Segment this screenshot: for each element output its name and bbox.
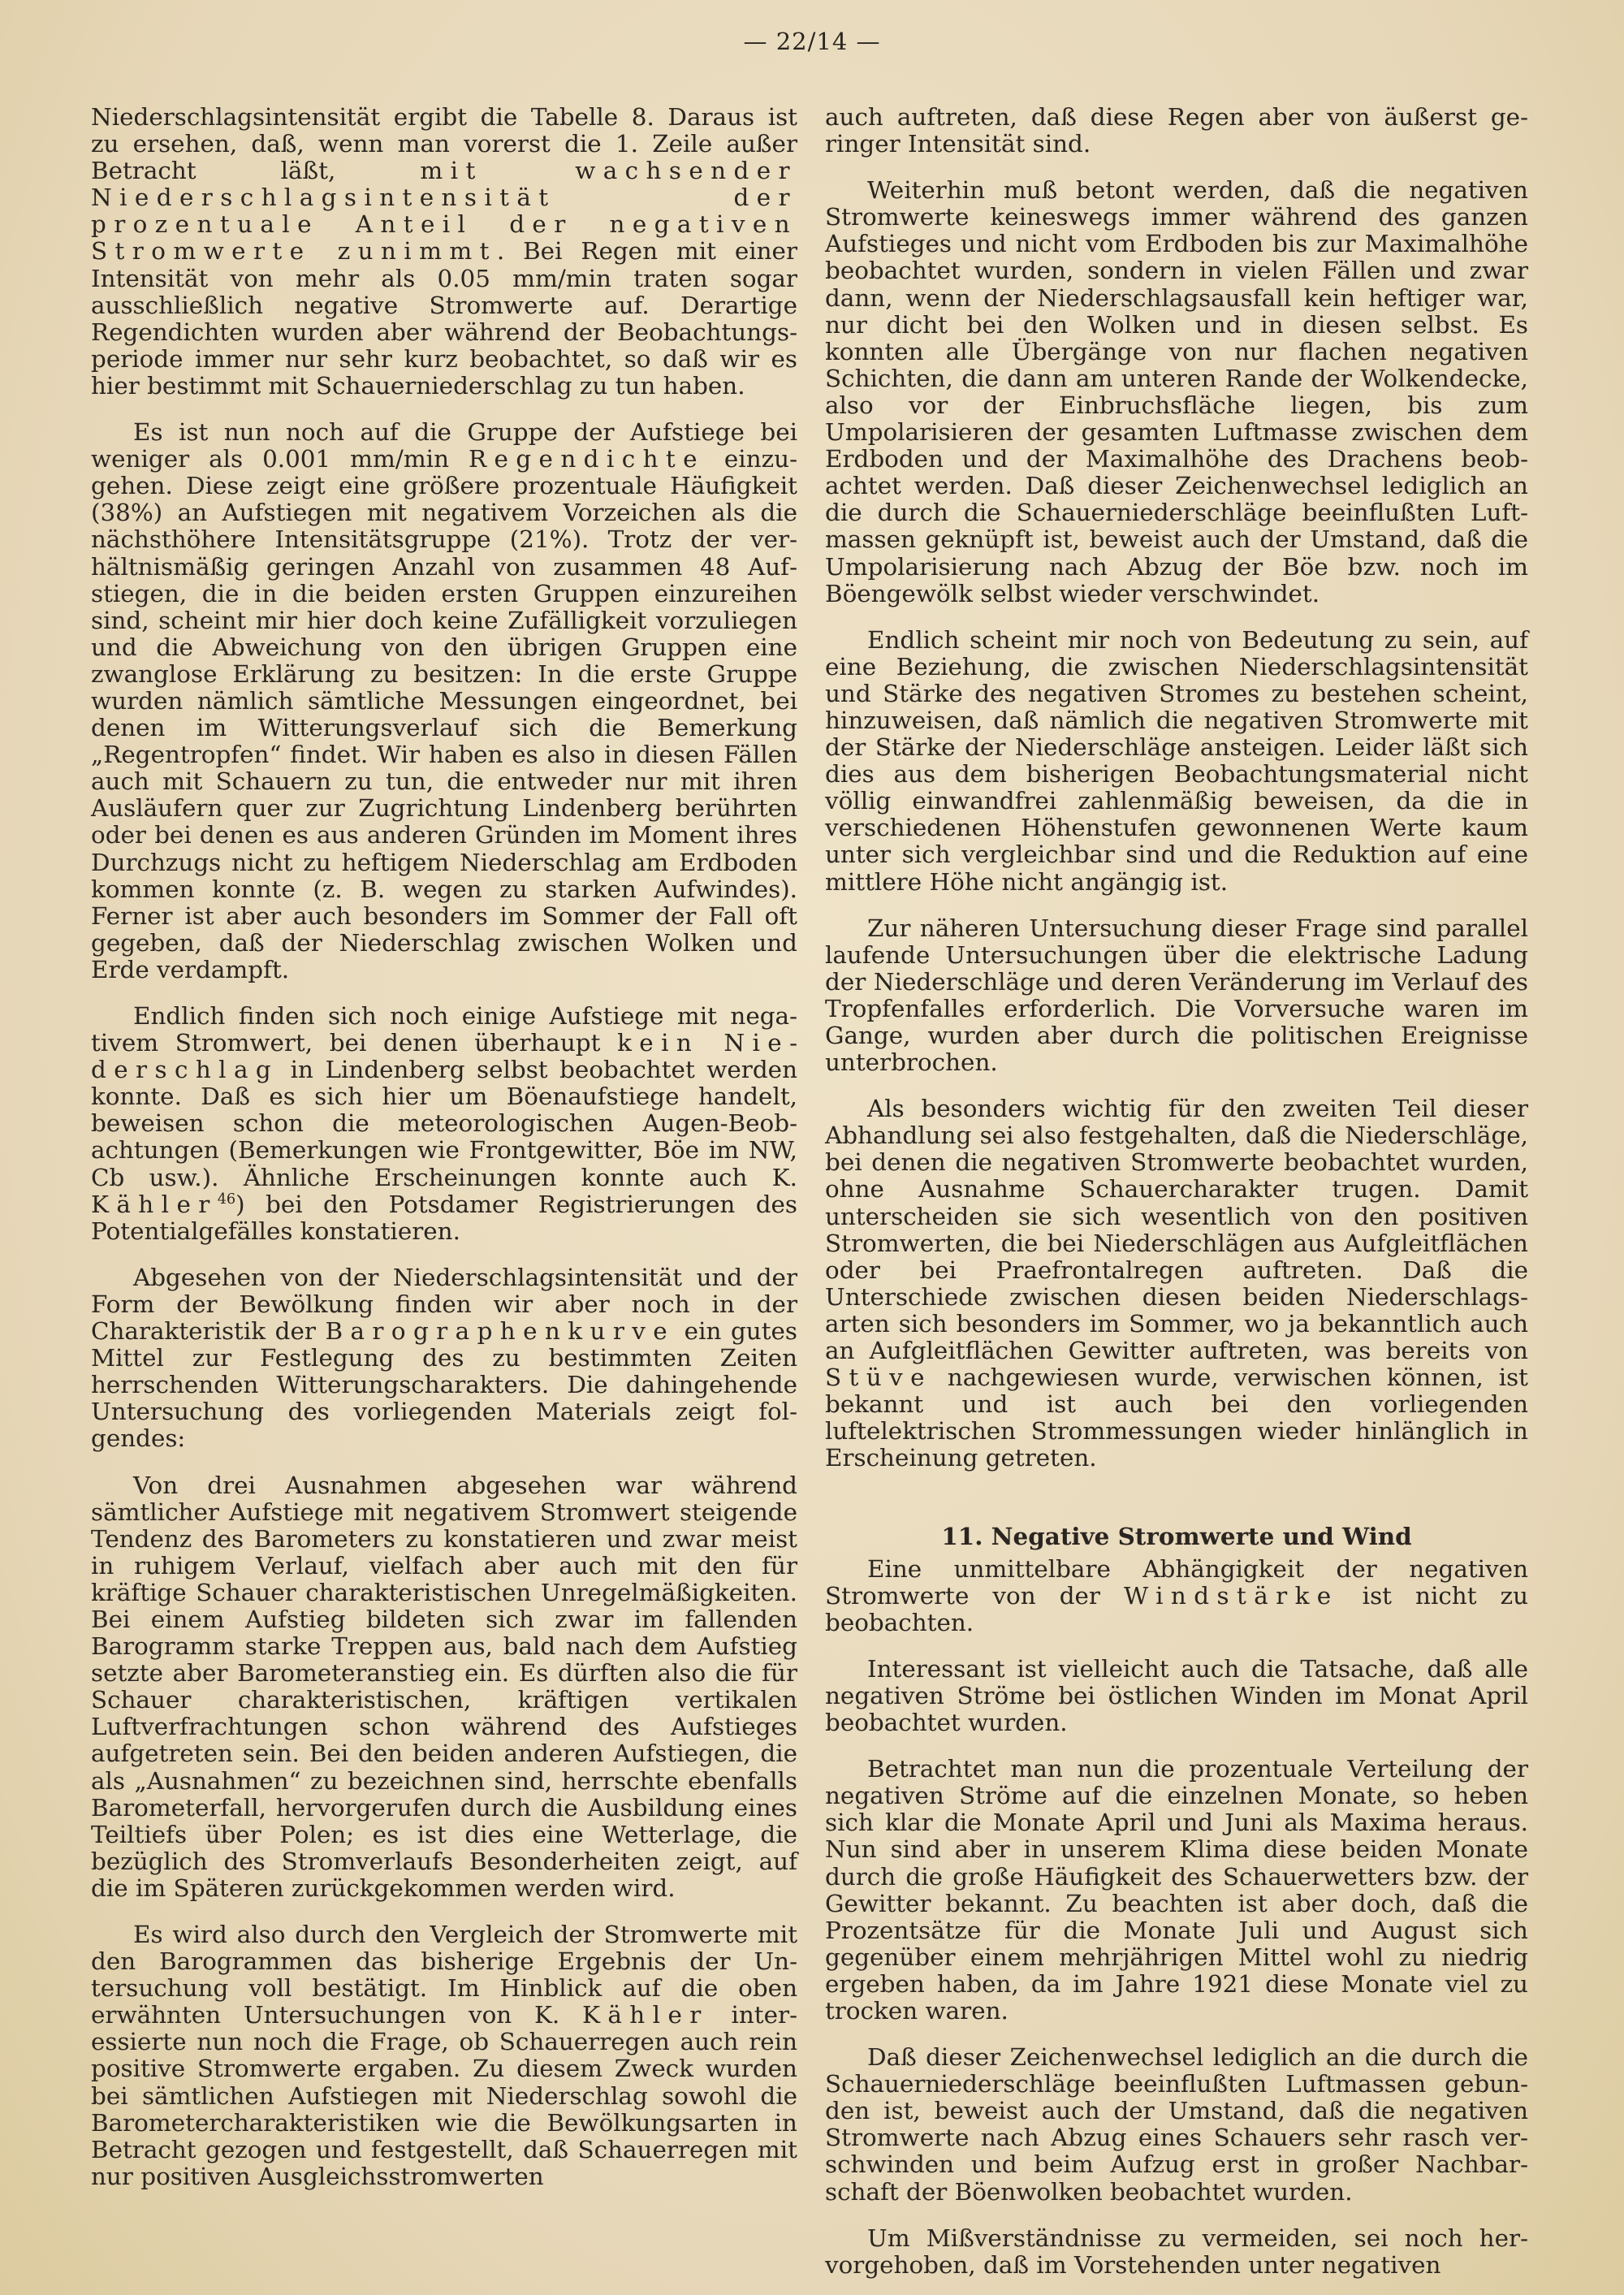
text-run: ein gutes Mittel zur Festlegung des zu bestimmten Zeiten herrschenden Witterungscharakters. Die dahingehende Untersuchung des vorliegenden Materials zeigt folgendes: [91, 1317, 797, 1453]
author-name: Stüve [825, 1364, 932, 1392]
paragraph [825, 627, 1528, 896]
page-number: — 22/14 — [743, 28, 881, 55]
text-run: Es wird also durch den Vergleich der Stromwerte mit den Barogrammen das bisherige Ergebnis der Untersuchung voll bestätigt. Im Hinblick auf die oben erwähnten Untersuchungen von K. [91, 1921, 797, 2029]
paragraph [825, 1556, 1528, 1636]
text-run: Es ist nun noch auf die Gruppe der Aufstiege bei weniger als 0.001 mm/min [91, 418, 797, 473]
paragraph [91, 1264, 797, 1453]
paragraph [825, 2044, 1528, 2206]
paragraph [825, 915, 1528, 1077]
text-run: interessierte nun noch die Frage, ob Schauerregen auch rein positive Stromwerte ergaben. Zu diesem Zweck wurden bei sämtlichen Aufstiegen mit Niederschlag sowohl die Barometercharakteristiken wie die Bewölkungsarten in Betracht gezogen und festgestellt, daß Schauerregen mit nur positiven Ausgleichsstromwerten [91, 2001, 797, 2190]
spaced-emphasis: Windstärke [1124, 1581, 1339, 1610]
text-run: Als besonders wichtig für den zweiten Teil dieser Abhandlung sei also festgehalten, daß die Niederschläge, bei denen die negativen Stromwerte beobachtet wurden, ohne Ausnahme Schauercharakter trugen. Damit unterscheiden sie sich wesentlich von den positiven Stromwerten, die bei Niederschlägen aus Aufgleitflächen oder bei Praefrontalregen auftreten. Daß die Unterschiede zwischen diesen beiden Niederschlagsarten sich besonders im Sommer, wo ja bekanntlich auch an Aufgleitflächen Gewitter auftreten, was bereits von [825, 1095, 1528, 1365]
paragraph [825, 2225, 1528, 2279]
text-run: Endlich scheint mir noch von Bedeutung zu sein, auf eine Beziehung, die zwischen Niederschlagsintensität und Stärke des negativen Stromes zu bestehen scheint, hinzuweisen, daß nämlich die negativen Stromwerte mit der Stärke der Niederschläge ansteigen. Leider läßt sich dies aus dem bisherigen Beobachtungsmaterial nicht völlig einwandfrei zahlenmäßig beweisen, da die in verschiedenen Höhenstufen gewonnenen Werte kaum unter sich vergleichbar sind und die Reduktion auf eine mittlere Höhe nicht angängig ist. [825, 625, 1528, 896]
paragraph [825, 177, 1528, 607]
paragraph [825, 1656, 1528, 1736]
text-run: . Bei Regen mit einer Intensität von mehr als 0.05 mm/min traten sogar ausschließlich negative Stromwerte auf. Derartige Regendichten wurden aber während der Beobachtungsperiode immer nur sehr kurz beobachtet, so daß wir es hier bestimmt mit Schauerniederschlag zu tun haben. [91, 237, 797, 400]
text-run: Betrachtet man nun die prozentuale Verteilung der negativen Ströme auf die einzelnen Monate, so heben sich klar die Monate April und Juni als Maxima heraus. Nun sind aber in unserem Klima diese beiden Monate durch die große Häufigkeit des Schauerwetters bzw. der Gewitter bekannt. Zu beachten ist aber doch, daß die Prozentsätze für die Monate Juli und August sich gegenüber einem mehrjährigen Mittel wohl zu niedrig ergeben haben, da im Jahre 1921 diese Monate viel zu trocken waren. [825, 1755, 1528, 2025]
text-run: Abgesehen von der Niederschlagsintensität und der Form der Bewölkung finden wir aber noch in der Charakteristik der [91, 1263, 797, 1346]
author-name: Kähler [91, 1190, 218, 1218]
paragraph [91, 419, 797, 983]
paragraph [91, 1472, 797, 1903]
text-run: Eine unmittelbare Abhängigkeit der negativen Stromwerte von der [825, 1554, 1528, 1610]
spaced-emphasis: kein Niederschlag [91, 1029, 798, 1084]
paragraph [91, 1921, 797, 2190]
text-run: Um Mißverständnisse zu vermeiden, sei noch hervorgehoben, daß im Vorstehenden unter negativen [825, 2224, 1528, 2279]
text-run: Von drei Ausnahmen abgesehen war während sämtlicher Aufstiege mit negativem Stromwert steigende Tendenz des Barometers zu konstatieren und zwar meist in ruhigem Verlauf, vielfach aber auch mit den für kräftige Schauer charakteristischen Unregelmäßigkeiten. Bei einem Aufstieg bildeten sich zwar im fallenden Barogramm starke Treppen aus, bald nach dem Aufstieg setzte aber Barometeranstieg ein. Es dürften also die für Schauer charakteristischen, kräftigen vertikalen Luftverfrachtungen schon während des Aufstieges aufgetreten sein. Bei den beiden anderen Aufstiegen, die als „Ausnahmen“ zu bezeichnen sind, herrschte ebenfalls Barometerfall, hervorgerufen durch die Ausbildung eines Teiltiefs über Polen; es ist dies eine Wetterlage, die bezüglich des Stromverlaufs Besonderheiten zeigt, auf die im Späteren zurückgekommen werden wird. [91, 1471, 797, 1902]
text-run: auch auftreten, daß diese Regen aber von äußerst geringer Intensität sind. [825, 103, 1528, 158]
text-run: in Lindenberg selbst beobachtet werden konnte. Daß es sich hier um Böenaufstiege handelt, beweisen schon die meteorologischen Augen-Beobachtungen (Bemerkungen wie Frontgewitter, Böe im NW, Cb usw.). Ähnliche Erscheinungen konnte auch K. [91, 1056, 797, 1191]
text-run: Interessant ist vielleicht auch die Tatsache, daß alle negativen Ströme bei östlichen Winden im Monat April beobachtet wurden. [825, 1654, 1528, 1737]
text-run: Niederschlagsintensität ergibt die Tabelle 8. Daraus ist zu ersehen, daß, wenn man vorerst die 1. Zeile außer Betracht läßt, [91, 103, 797, 185]
paragraph [91, 104, 797, 400]
text-run: Daß dieser Zeichenwechsel lediglich an die durch die Schauerniederschläge beeinflußten Luftmassen gebunden ist, beweist auch der Umstand, daß die negativen Stromwerte nach Abzug eines Schauers sehr rasch verschwinden und beim Aufzug erst in großer Nachbarschaft der Böenwolken beobachtet wurden. [825, 2043, 1528, 2206]
paragraph [825, 1096, 1528, 1472]
footnote-ref: 46 [217, 1191, 236, 1208]
section-heading: 11. Negative Stromwerte und Wind [941, 1521, 1412, 1550]
paragraph [91, 1003, 797, 1245]
text-run: einzugehen. Diese zeigt eine größere prozentuale Häufigkeit (38%) an Aufstiegen mit negativem Vorzeichen als die nächsthöhere Intensitätsgruppe (21%). Trotz der verhältnismäßig geringen Anzahl von zusammen 48 Aufstiegen, die in die beiden ersten Gruppen einzureihen sind, scheint mir hier doch keine Zufälligkeit vorzuliegen und die Abweichung von den übrigen Gruppen eine zwanglose Erklärung zu besitzen: In die erste Gruppe wurden nämlich sämtliche Messungen eingeordnet, bei denen im Witterungsverlauf sich die Bemerkung „Regentropfen“ findet. Wir haben es also in diesen Fällen auch mit Schauern zu tun, die entweder nur mit ihren Ausläufern quer zur Zugrichtung Lindenberg berührten oder bei denen es aus anderen Gründen im Moment ihres Durchzugs nicht zu heftigem Niederschlag am Erdboden kommen konnte (z. B. wegen zu starken Aufwindes). Ferner ist aber auch besonders im Sommer der Fall oft gegeben, daß der Niederschlag zwischen Wolken und Erde verdampft. [91, 445, 797, 983]
paragraph [825, 1756, 1528, 2025]
text-run: Zur näheren Untersuchung dieser Frage sind parallel laufende Untersuchungen über die elektrische Ladung der Niederschläge und deren Veränderung im Verlauf des Tropfenfalles erforderlich. Die Vorversuche waren im Gange, wurden aber durch die politischen Ereignisse unterbrochen. [825, 914, 1528, 1077]
text-run: Endlich finden sich noch einige Aufstiege mit negativem Stromwert, bei denen überhaupt [91, 1002, 797, 1057]
author-name: Kähler [582, 2001, 709, 2029]
left-column [91, 104, 797, 2190]
text-run: nachgewiesen wurde, verwischen können, ist bekannt und ist auch bei den vorliegenden luftelektrischen Strommessungen wieder hinlänglich in Erscheinung getreten. [825, 1364, 1528, 1472]
spaced-emphasis: mit wachsender Niederschlagsintensität der prozentuale Anteil der negativen Stromwerte zunimmt [91, 157, 797, 266]
text-run: ist nicht zu beobachten. [825, 1581, 1529, 1636]
right-column [825, 104, 1528, 2279]
paragraph [825, 104, 1528, 158]
spaced-emphasis: Regendichte [468, 445, 705, 473]
text-run: Weiterhin muß betont werden, daß die negativen Stromwerte keineswegs immer während des ganzen Aufstieges und nicht vom Erdboden bis zur Maximalhöhe beobachtet wurden, sondern in vielen Fällen und zwar dann, wenn der Niederschlagsausfall kein heftiger war, nur dicht bei den Wolken und in diesen selbst. Es konnten alle Übergänge von nur flachen negativen Schichten, die dann am unteren Rande der Wolkendecke, also vor der Einbruchsfläche liegen, bis zum Umpolarisieren der gesamten Luftmasse zwischen dem Erdboden und der Maximalhöhe des Drachens beobachtet werden. Daß dieser Zeichenwechsel lediglich an die durch die Schauerniederschläge beeinflußten Luftmassen geknüpft ist, beweist auch der Umstand, daß die Umpolarisierung nach Abzug der Böe bzw. noch im Böengewölk selbst wieder verschwindet. [825, 176, 1528, 607]
spaced-emphasis: Barographenkurve [325, 1317, 676, 1346]
text-run: ) bei den Potsdamer Registrierungen des Potentialgefälles konstatieren. [91, 1190, 797, 1245]
